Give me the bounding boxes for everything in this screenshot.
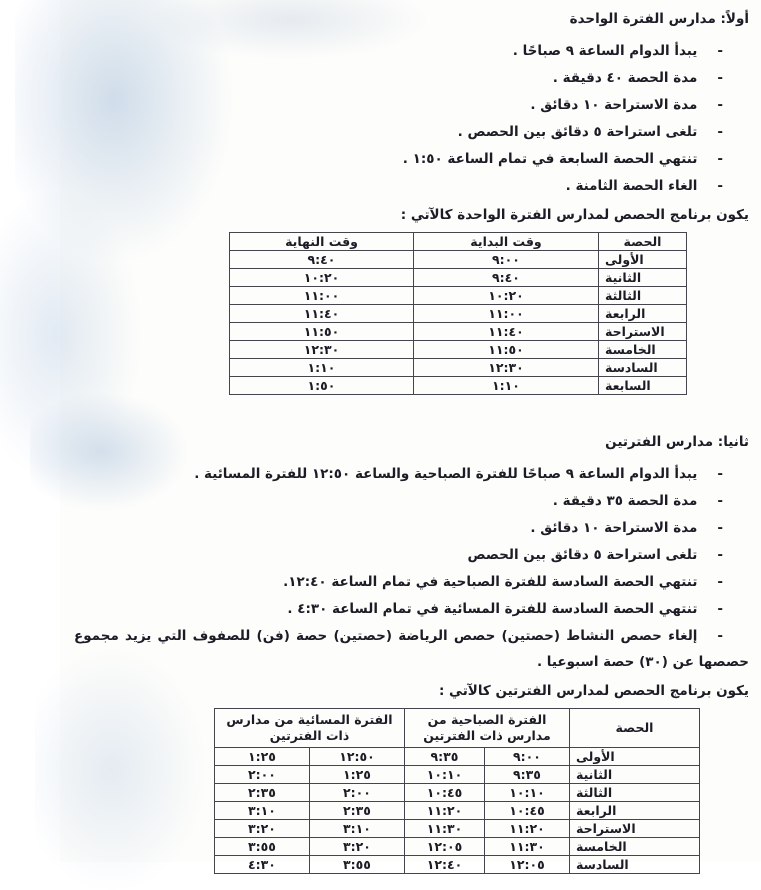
single-period-schedule-table (229, 232, 687, 395)
evening-end-time-cell: ٣:٥٥ (214, 838, 309, 856)
morning-end-time-cell: ١٠:٤٥ (405, 784, 485, 802)
start-time-cell: ١٠:٢٠ (414, 287, 599, 305)
period-column-header: الحصة (570, 709, 700, 748)
start-time-cell: ١١:٤٠ (414, 323, 599, 341)
bullet-text: مدة الاستراحة ١٠ دقائق . (530, 520, 698, 536)
bullet-dash-marker: - (717, 493, 723, 509)
end-time-cell: ١١:٥٠ (230, 323, 414, 341)
evening-period-group-header: الفترة المسائية من مدارس ذات الفترتين (214, 709, 404, 748)
start-time-cell: ٩:٤٠ (414, 269, 599, 287)
period-cell: الاستراحة (599, 323, 687, 341)
bullet-text: مدة الاستراحة ١٠ دقائق . (530, 97, 698, 113)
schedule-row (230, 287, 687, 305)
schedule-row (214, 838, 699, 856)
bullet-dash-marker: - (717, 43, 723, 59)
two-period-schedule-table (214, 708, 700, 874)
schedule-row (230, 377, 687, 395)
morning-end-time-cell: ١٠:١٠ (405, 766, 485, 784)
table2-header-row (214, 709, 699, 748)
schedule-row (230, 359, 687, 377)
section2-table-intro: يكون برنامج الحصص لمدارس الفترتين كالآتي : (438, 683, 749, 699)
schedule-row (214, 766, 699, 784)
evening-start-time-cell: ٢:٠٠ (310, 784, 405, 802)
bullet-dash-marker: - (717, 520, 723, 536)
evening-start-time-cell: ٣:١٠ (310, 820, 405, 838)
schedule-row (230, 341, 687, 359)
evening-end-time-cell: ٣:١٠ (214, 802, 309, 820)
period-cell: الاستراحة (570, 820, 700, 838)
bullet-dash-marker: - (717, 70, 723, 86)
bullet-dash-marker: - (717, 124, 723, 140)
bullet-text: مدة الحصة ٤٠ دقيقة . (552, 70, 698, 86)
evening-end-time-cell: ١:٢٥ (214, 748, 309, 766)
period-cell: السادسة (599, 359, 687, 377)
document-content (60, 0, 761, 874)
end-time-cell: ١٢:٣٠ (230, 341, 414, 359)
section2-bullet-list (74, 461, 749, 675)
bullet-item (74, 92, 749, 118)
morning-start-time-cell: ١٠:٤٥ (485, 802, 570, 820)
morning-start-time-cell: ١١:٢٠ (485, 820, 570, 838)
end-time-cell: ١١:٤٠ (230, 305, 414, 323)
start-time-cell: ٩:٠٠ (414, 251, 599, 269)
schedule-row (214, 802, 699, 820)
morning-start-time-cell: ١٠:١٠ (485, 784, 570, 802)
period-cell: الرابعة (570, 802, 700, 820)
bullet-dash-marker: - (717, 178, 723, 194)
section1-bullet-list (74, 38, 749, 199)
bullet-text: الغاء الحصة الثامنة . (565, 178, 698, 194)
period-cell: الثالثة (599, 287, 687, 305)
table1-header-row (230, 233, 687, 251)
bullet-item (74, 515, 749, 541)
bullet-dash-marker: - (717, 466, 723, 482)
period-cell: الأولى (599, 251, 687, 269)
end-time-column-header: وقت النهاية (230, 233, 414, 251)
evening-start-time-cell: ١٢:٥٠ (310, 748, 405, 766)
period-cell: الرابعة (599, 305, 687, 323)
bullet-dash-marker: - (717, 601, 723, 617)
bullet-item (74, 146, 749, 172)
period-cell: الثانية (599, 269, 687, 287)
morning-start-time-cell: ١٢:٠٥ (485, 856, 570, 874)
period-cell: الأولى (570, 748, 700, 766)
start-time-cell: ١:١٠ (414, 377, 599, 395)
evening-start-time-cell: ٣:٥٥ (310, 856, 405, 874)
period-cell: الثانية (570, 766, 700, 784)
end-time-cell: ٩:٤٠ (230, 251, 414, 269)
bullet-item (74, 38, 749, 64)
end-time-cell: ١:١٠ (230, 359, 414, 377)
schedule-row (230, 269, 687, 287)
evening-end-time-cell: ٢:٣٥ (214, 784, 309, 802)
bullet-text: إلغاء حصص النشاط (حصتين) حصص الرياضة (حصتين) حصة (فن) للصفوف التي يزيد مجموع حصصها عن (٣٠) حصة اسبوعيا . (74, 628, 749, 670)
bullet-text: يبدأ الدوام الساعة ٩ صباحًا للفترة الصباحية والساعة ١٢:٥٠ للفترة المسائية . (194, 466, 698, 482)
schedule-row (230, 323, 687, 341)
start-time-cell: ١٢:٣٠ (414, 359, 599, 377)
bullet-dash-marker: - (717, 547, 723, 563)
evening-end-time-cell: ٤:٣٠ (214, 856, 309, 874)
bullet-dash-marker: - (717, 574, 723, 590)
schedule-row (214, 820, 699, 838)
end-time-cell: ١١:٠٠ (230, 287, 414, 305)
bullet-item (74, 461, 749, 487)
bullet-text: تلغى استراحة ٥ دقائق بين الحصص (467, 547, 698, 563)
period-cell: الخامسة (570, 838, 700, 856)
evening-start-time-cell: ٣:٢٠ (310, 838, 405, 856)
morning-end-time-cell: ١٢:٠٥ (405, 838, 485, 856)
bullet-text: تنتهي الحصة السابعة في تمام الساعة ١:٥٠ . (402, 151, 698, 167)
bullet-item (74, 173, 749, 199)
morning-start-time-cell: ٩:٣٥ (485, 766, 570, 784)
morning-period-group-header: الفترة الصباحية من مدارس ذات الفترتين (405, 709, 570, 748)
end-time-cell: ١٠:٢٠ (230, 269, 414, 287)
morning-start-time-cell: ٩:٠٠ (485, 748, 570, 766)
morning-end-time-cell: ١١:٣٠ (405, 820, 485, 838)
morning-end-time-cell: ١٢:٤٠ (405, 856, 485, 874)
bullet-text: يبدأ الدوام الساعة ٩ صباحًا . (512, 43, 698, 59)
schedule-row (230, 251, 687, 269)
schedule-row (214, 784, 699, 802)
bullet-text: تلغى استراحة ٥ دقائق بين الحصص . (457, 124, 698, 140)
bullet-dash-marker: - (717, 628, 723, 644)
evening-end-time-cell: ٣:٢٠ (214, 820, 309, 838)
morning-end-time-cell: ٩:٣٥ (405, 748, 485, 766)
morning-end-time-cell: ١١:٢٠ (405, 802, 485, 820)
evening-start-time-cell: ٢:٣٥ (310, 802, 405, 820)
bullet-item (74, 569, 749, 595)
start-time-column-header: وقت البداية (414, 233, 599, 251)
schedule-row (230, 305, 687, 323)
bullet-item (74, 119, 749, 145)
table2-header (214, 709, 699, 748)
bullet-item (74, 65, 749, 91)
section1-table-intro: يكون برنامج الحصص لمدارس الفترة الواحدة كالآتي : (400, 207, 749, 223)
bullet-item (74, 623, 749, 675)
section2-title: ثانيا: مدارس الفترتين (605, 434, 749, 450)
table1-header (230, 233, 687, 251)
end-time-cell: ١:٥٠ (230, 377, 414, 395)
bullet-text: تنتهي الحصة السادسة للفترة الصباحية في تمام الساعة ١٢:٤٠. (283, 574, 698, 590)
period-cell: السادسة (570, 856, 700, 874)
schedule-row (214, 856, 699, 874)
period-cell: الخامسة (599, 341, 687, 359)
schedule-row (214, 748, 699, 766)
period-column-header: الحصة (599, 233, 687, 251)
morning-start-time-cell: ١١:٣٠ (485, 838, 570, 856)
section1-title: أولاً: مدارس الفترة الواحدة (569, 11, 749, 27)
bullet-item (74, 542, 749, 568)
scanned-document-page (60, 0, 761, 872)
table1-body (230, 251, 687, 395)
period-cell: الثالثة (570, 784, 700, 802)
period-cell: السابعة (599, 377, 687, 395)
table2-body (214, 748, 699, 874)
bullet-item (74, 488, 749, 514)
bullet-dash-marker: - (717, 151, 723, 167)
evening-end-time-cell: ٢:٠٠ (214, 766, 309, 784)
bullet-dash-marker: - (717, 97, 723, 113)
bullet-item (74, 596, 749, 622)
bullet-text: تنتهي الحصة السادسة للفترة المسائية في تمام الساعة ٤:٣٠ . (287, 601, 698, 617)
start-time-cell: ١١:٥٠ (414, 341, 599, 359)
start-time-cell: ١١:٠٠ (414, 305, 599, 323)
evening-start-time-cell: ١:٢٥ (310, 766, 405, 784)
bullet-text: مدة الحصة ٣٥ دقيقة . (552, 493, 698, 509)
